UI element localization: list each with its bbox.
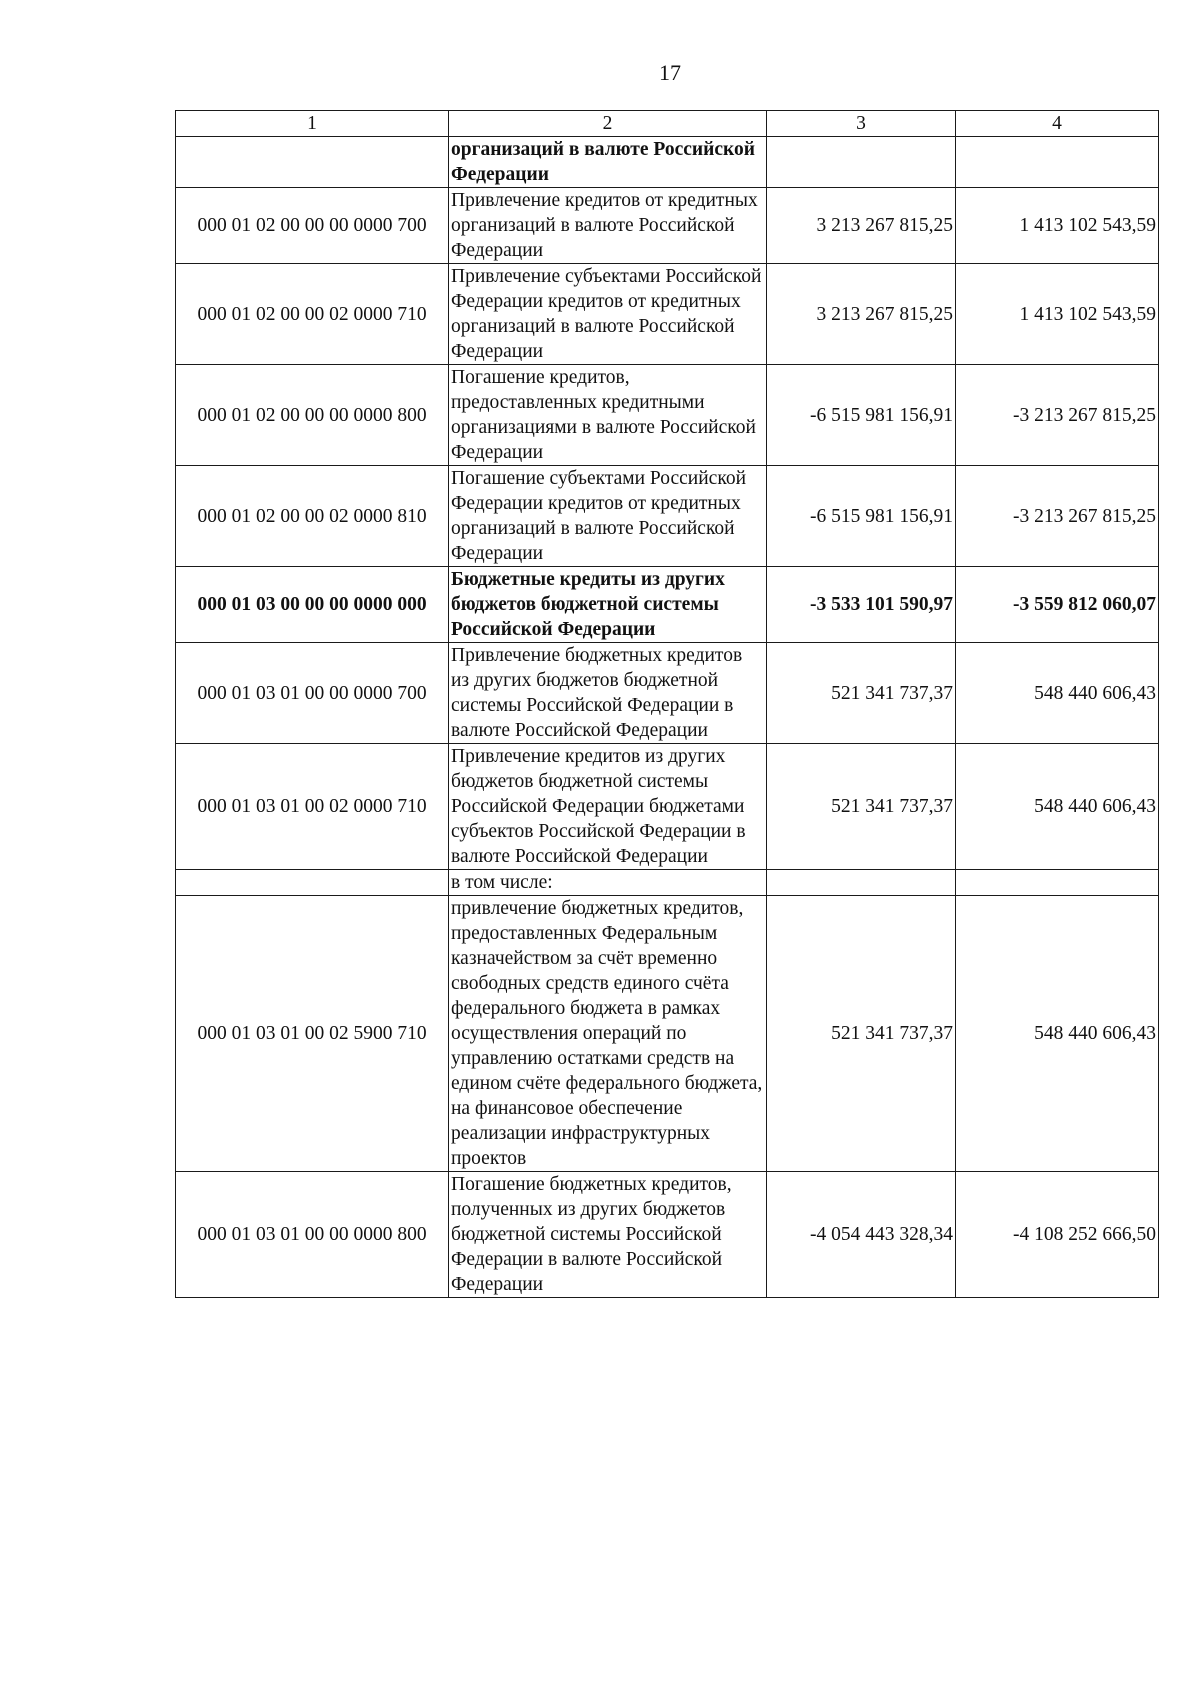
amount-col-4-cell: 1 413 102 543,59 — [956, 188, 1159, 264]
budget-sources-table — [175, 110, 1159, 1298]
budget-code-cell: 000 01 03 00 00 00 0000 000 — [176, 567, 449, 643]
amount-col-4-cell: -3 213 267 815,25 — [956, 365, 1159, 466]
budget-code-cell: 000 01 02 00 00 00 0000 700 — [176, 188, 449, 264]
header-col-3: 3 — [767, 111, 956, 137]
source-name-cell: в том числе: — [449, 870, 767, 896]
amount-col-3-cell — [767, 870, 956, 896]
source-name-cell: привлечение бюджетных кредитов, предоставленных Федеральным казначейством за счёт временно свободных средств единого счёта федерального бюджета в рамках осуществления операций по управлению остатками средств на едином счёте федерального бюджета, на финансовое обеспечение реализации инфраструктурных проектов — [449, 896, 767, 1172]
source-name-cell: Привлечение субъектами Российской Федерации кредитов от кредитных организаций в валюте Российской Федерации — [449, 264, 767, 365]
source-name-cell: организаций в валюте Российской Федерации — [449, 137, 767, 188]
page-number: 17 — [659, 60, 681, 85]
table-row — [176, 567, 1159, 643]
budget-code-cell — [176, 870, 449, 896]
table-row — [176, 264, 1159, 365]
amount-col-3-cell: 3 213 267 815,25 — [767, 264, 956, 365]
table-row — [176, 744, 1159, 870]
source-name-cell: Привлечение кредитов от кредитных организаций в валюте Российской Федерации — [449, 188, 767, 264]
amount-col-3-cell: 521 341 737,37 — [767, 896, 956, 1172]
source-name-cell: Погашение бюджетных кредитов, полученных из других бюджетов бюджетной системы Российской Федерации в валюте Российской Федерации — [449, 1172, 767, 1298]
source-name-cell: Привлечение кредитов из других бюджетов бюджетной системы Российской Федерации бюджетами субъектов Российской Федерации в валюте Российской Федерации — [449, 744, 767, 870]
amount-col-4-cell — [956, 870, 1159, 896]
header-col-1: 1 — [176, 111, 449, 137]
table-row — [176, 466, 1159, 567]
source-name-cell: Бюджетные кредиты из других бюджетов бюджетной системы Российской Федерации — [449, 567, 767, 643]
header-col-2: 2 — [449, 111, 767, 137]
budget-code-cell: 000 01 02 00 00 00 0000 800 — [176, 365, 449, 466]
table-row — [176, 188, 1159, 264]
table-row — [176, 896, 1159, 1172]
table-row — [176, 870, 1159, 896]
amount-col-3-cell: -6 515 981 156,91 — [767, 365, 956, 466]
table-row — [176, 365, 1159, 466]
amount-col-4-cell: -4 108 252 666,50 — [956, 1172, 1159, 1298]
budget-code-cell: 000 01 02 00 00 02 0000 810 — [176, 466, 449, 567]
amount-col-3-cell: 521 341 737,37 — [767, 643, 956, 744]
amount-col-4-cell: -3 213 267 815,25 — [956, 466, 1159, 567]
budget-code-cell: 000 01 03 01 00 02 0000 710 — [176, 744, 449, 870]
amount-col-3-cell: -4 054 443 328,34 — [767, 1172, 956, 1298]
budget-code-cell: 000 01 03 01 00 02 5900 710 — [176, 896, 449, 1172]
amount-col-3-cell: -6 515 981 156,91 — [767, 466, 956, 567]
table-row — [176, 1172, 1159, 1298]
budget-code-cell: 000 01 03 01 00 00 0000 700 — [176, 643, 449, 744]
budget-code-cell — [176, 137, 449, 188]
amount-col-4-cell — [956, 137, 1159, 188]
source-name-cell: Погашение субъектами Российской Федерации кредитов от кредитных организаций в валюте Российской Федерации — [449, 466, 767, 567]
source-name-cell: Привлечение бюджетных кредитов из других бюджетов бюджетной системы Российской Федерации в валюте Российской Федерации — [449, 643, 767, 744]
amount-col-3-cell: 521 341 737,37 — [767, 744, 956, 870]
header-col-4: 4 — [956, 111, 1159, 137]
table-header-row — [176, 111, 1159, 137]
amount-col-4-cell: 1 413 102 543,59 — [956, 264, 1159, 365]
source-name-cell: Погашение кредитов, предоставленных кредитными организациями в валюте Российской Федерации — [449, 365, 767, 466]
table-row — [176, 643, 1159, 744]
amount-col-4-cell: 548 440 606,43 — [956, 744, 1159, 870]
budget-code-cell: 000 01 03 01 00 00 0000 800 — [176, 1172, 449, 1298]
amount-col-4-cell: -3 559 812 060,07 — [956, 567, 1159, 643]
amount-col-3-cell: 3 213 267 815,25 — [767, 188, 956, 264]
amount-col-4-cell: 548 440 606,43 — [956, 643, 1159, 744]
table-row — [176, 137, 1159, 188]
amount-col-3-cell — [767, 137, 956, 188]
amount-col-3-cell: -3 533 101 590,97 — [767, 567, 956, 643]
amount-col-4-cell: 548 440 606,43 — [956, 896, 1159, 1172]
budget-code-cell: 000 01 02 00 00 02 0000 710 — [176, 264, 449, 365]
